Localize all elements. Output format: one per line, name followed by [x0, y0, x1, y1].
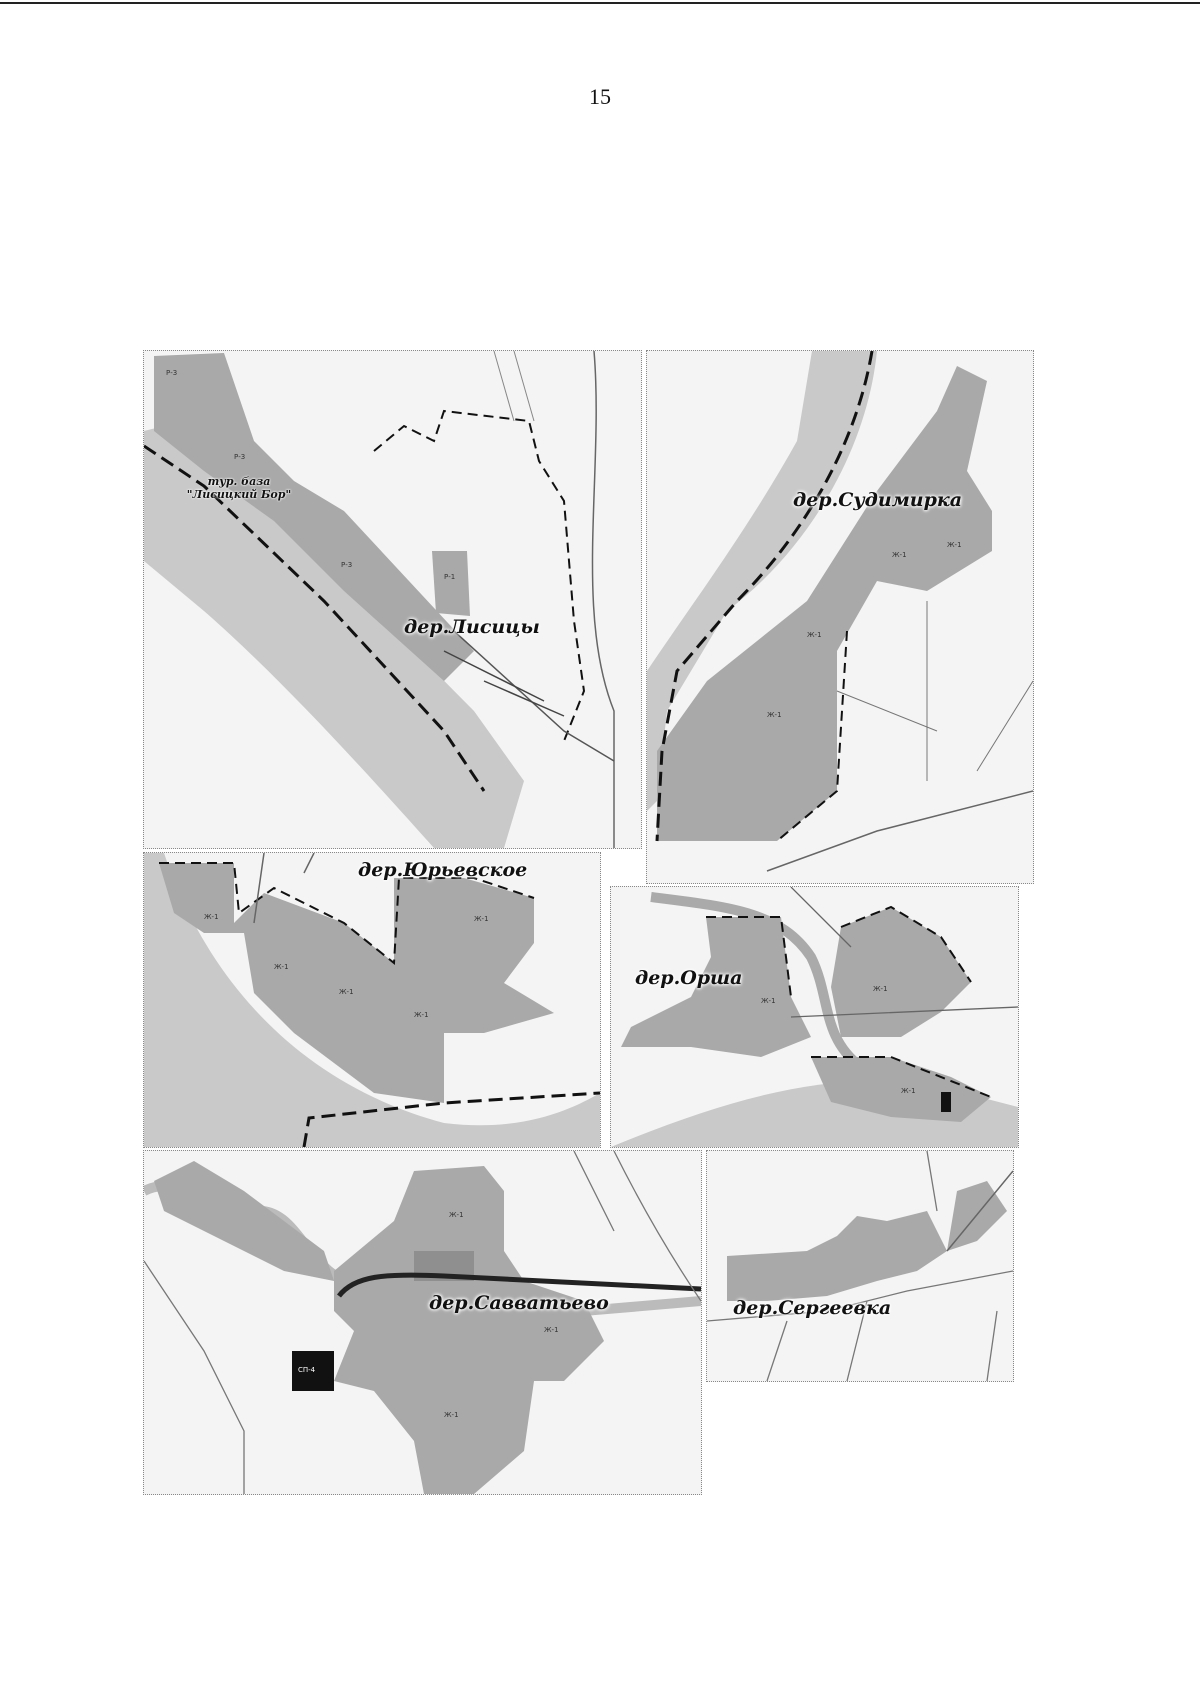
map-panel-sergeevka [706, 1150, 1014, 1382]
village-label-sudimirka: дер.Судимирка [793, 489, 963, 511]
zone-code: Ж-1 [339, 988, 354, 996]
map-savvatevo-drawing [144, 1151, 701, 1494]
map-panel-orsha [610, 886, 1019, 1148]
page-number: 15 [589, 84, 611, 109]
zone-residential [154, 1161, 334, 1281]
zone-code: Ж-1 [414, 1011, 429, 1019]
village-label-yurevskoe: дер.Юрьевское [358, 859, 528, 881]
zone-code: Р-3 [234, 453, 246, 461]
zone-code: Ж-1 [901, 1087, 916, 1095]
field-line [494, 351, 534, 421]
zone-residential [727, 1211, 947, 1301]
village-label-sergeevka: дер.Сергеевка [733, 1297, 892, 1319]
village-label-savvatevo: дер.Савватьево [429, 1292, 609, 1314]
zone-code: Ж-1 [449, 1211, 464, 1219]
zone-code: Ж-1 [274, 963, 289, 971]
zone-code: Р-3 [341, 561, 353, 569]
zone-code: Ж-1 [204, 913, 219, 921]
zone-code: Ж-1 [892, 551, 907, 559]
page-top-rule [0, 2, 1200, 4]
zone-code: Ж-1 [544, 1326, 559, 1334]
zone-residential-2 [334, 1166, 604, 1494]
zone-code: Ж-1 [761, 997, 776, 1005]
zone-r1 [432, 551, 470, 616]
map-panel-yurevskoe [143, 852, 601, 1148]
zone-code: Ж-1 [807, 631, 822, 639]
tour-base-label [184, 475, 294, 501]
block-code-sp4: СП-4 [298, 1366, 316, 1374]
special-block [941, 1092, 951, 1112]
tour-base-line1: тур. база [207, 475, 271, 488]
map-panel-sudimirka [646, 350, 1034, 884]
zone-code: Р-1 [444, 573, 456, 581]
zone-code: Ж-1 [947, 541, 962, 549]
map-panel-savvatevo [143, 1150, 702, 1495]
map-sudimirka-drawing [647, 351, 1033, 883]
zone-code: Ж-1 [474, 915, 489, 923]
tour-base-line2: "Лисицкий Бор" [186, 488, 292, 501]
map-sergeevka-drawing [707, 1151, 1013, 1381]
map-yurevskoe-drawing [144, 853, 600, 1147]
zone-residential-2 [831, 907, 971, 1037]
field-lines [837, 601, 1033, 781]
zone-code: Р-3 [166, 369, 178, 377]
zone-code: Ж-1 [444, 1411, 459, 1419]
map-orsha-drawing [611, 887, 1018, 1147]
village-label-lisitsy: дер.Лисицы [404, 616, 540, 638]
road [592, 351, 614, 848]
zone-code: Ж-1 [873, 985, 888, 993]
zone-code: Ж-1 [767, 711, 782, 719]
village-label-orsha: дер.Орша [635, 967, 743, 989]
map-panel-lisitsy [143, 350, 642, 849]
map-lisitsy-drawing [144, 351, 641, 848]
